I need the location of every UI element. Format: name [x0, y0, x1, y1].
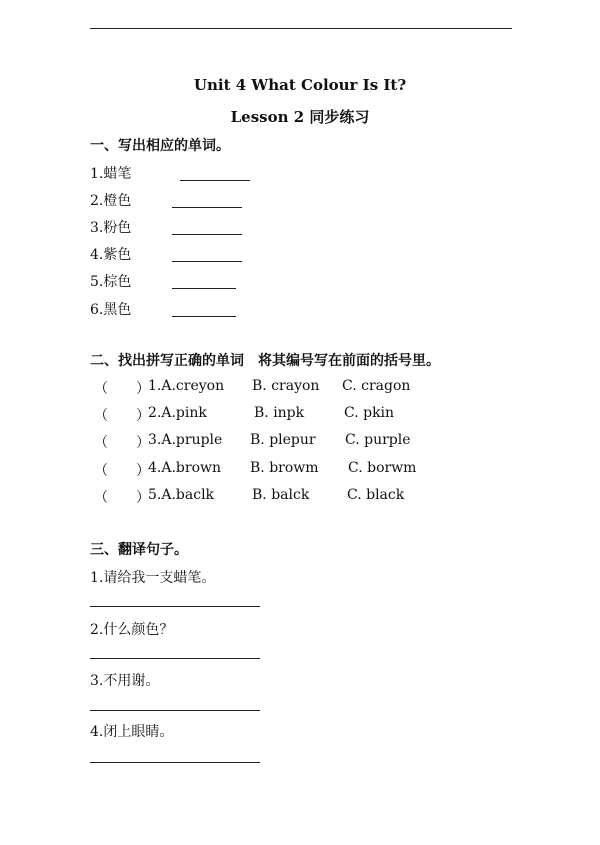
vocab-blank[interactable] [172, 288, 236, 289]
vocab-blank[interactable] [172, 261, 242, 262]
option-c: C. borwm [348, 460, 417, 476]
answer-line[interactable] [90, 658, 260, 659]
vocab-blank[interactable] [180, 180, 250, 181]
option-c: C. black [347, 487, 405, 503]
answer-line[interactable] [90, 606, 260, 607]
answer-line[interactable] [90, 762, 260, 763]
page-subtitle: Lesson 2 同步练习 [230, 108, 370, 126]
answer-paren[interactable]: （ ） [94, 381, 150, 397]
section2-heading: 二、找出拼写正确的单词 将其编号写在前面的括号里。 [90, 353, 440, 369]
page-title: Unit 4 What Colour Is It? [193, 76, 407, 94]
vocab-blank[interactable] [172, 207, 242, 208]
translate-item: 3.不用谢。 [90, 673, 160, 689]
translate-item: 1.请给我一支蜡笔。 [90, 570, 216, 586]
vocab-item: 5.棕色 [90, 274, 132, 290]
option-b: B. balck [252, 487, 310, 503]
top-rule [90, 28, 512, 29]
answer-line[interactable] [90, 710, 260, 711]
option-a: 4.A.brown [148, 460, 222, 476]
option-c: C. purple [345, 432, 411, 448]
answer-paren[interactable]: （ ） [94, 435, 150, 451]
section1-heading: 一、写出相应的单词。 [90, 138, 230, 154]
translate-item: 2.什么颜色？ [90, 622, 174, 638]
option-b: B. browm [250, 460, 319, 476]
option-a: 2.A.pink [148, 405, 207, 421]
option-a: 3.A.pruple [148, 432, 223, 448]
vocab-item: 4.紫色 [90, 247, 132, 263]
vocab-blank[interactable] [172, 316, 236, 317]
option-c: C. cragon [342, 378, 411, 394]
option-a: 1.A.creyon [148, 378, 225, 394]
vocab-blank[interactable] [172, 234, 242, 235]
vocab-item: 3.粉色 [90, 220, 132, 236]
option-c: C. pkin [344, 405, 395, 421]
option-a: 5.A.baclk [148, 487, 215, 503]
translate-item: 4.闭上眼睛。 [90, 724, 174, 740]
option-b: B. plepur [250, 432, 316, 448]
vocab-item: 6.黑色 [90, 302, 132, 318]
answer-paren[interactable]: （ ） [94, 490, 150, 506]
section3-heading: 三、翻译句子。 [90, 542, 188, 558]
vocab-item: 2.橙色 [90, 193, 132, 209]
option-b: B. inpk [254, 405, 305, 421]
option-b: B. crayon [252, 378, 320, 394]
answer-paren[interactable]: （ ） [94, 463, 150, 479]
answer-paren[interactable]: （ ） [94, 408, 150, 424]
vocab-item: 1.蜡笔 [90, 166, 132, 182]
